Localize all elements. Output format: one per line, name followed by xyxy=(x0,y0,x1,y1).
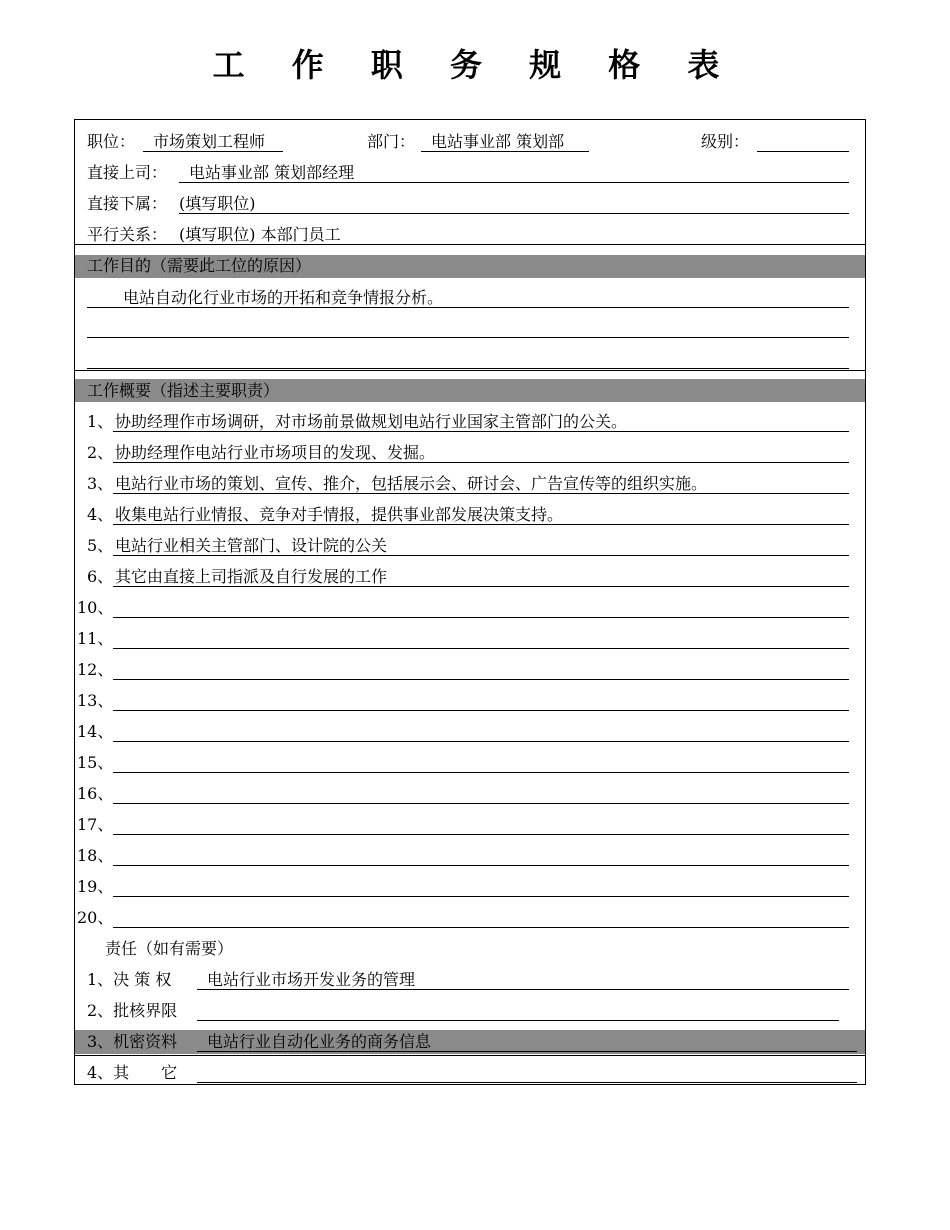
summary-item xyxy=(75,814,865,836)
summary-item xyxy=(75,721,865,743)
summary-item xyxy=(75,504,865,526)
purpose-text: 电站自动化行业市场的开拓和竞争情报分析。 xyxy=(123,288,444,307)
summary-item xyxy=(75,845,865,867)
page-title: 工 作 职 务 规 格 表 xyxy=(212,46,738,84)
responsibility-label: 4、其 它 xyxy=(87,1063,178,1082)
summary-item xyxy=(75,659,865,681)
subordinate-row xyxy=(75,193,865,215)
responsibility-heading: 责任（如有需要） xyxy=(105,939,234,958)
subordinate-label: 直接下属： xyxy=(87,194,168,213)
summary-item-number: 1、 xyxy=(87,412,114,431)
summary-item-number: 14、 xyxy=(77,722,114,741)
summary-item-number: 15、 xyxy=(77,753,114,772)
summary-item-number: 17、 xyxy=(77,815,114,834)
peer-value: (填写职位) 本部门员工 xyxy=(179,225,341,244)
summary-item-number: 12、 xyxy=(77,660,114,679)
responsibility-heading-row xyxy=(75,938,865,960)
summary-item-text: 电站行业市场的策划、宣传、推介，包括展示会、研讨会、广告宣传等的组织实施。 xyxy=(115,474,708,493)
responsibility-value: 电站行业市场开发业务的管理 xyxy=(207,970,416,989)
summary-item-number: 18、 xyxy=(77,846,114,865)
responsibility-row-decision xyxy=(75,969,865,991)
responsibility-row-confidential xyxy=(75,1031,865,1053)
summary-item xyxy=(75,411,865,433)
superior-value: 电站事业部 策划部经理 xyxy=(189,163,355,182)
summary-item xyxy=(75,783,865,805)
summary-item xyxy=(75,535,865,557)
summary-item-number: 4、 xyxy=(87,505,114,524)
purpose-line-3 xyxy=(75,348,865,370)
summary-item-number: 16、 xyxy=(77,784,114,803)
responsibility-label: 1、决 策 权 xyxy=(87,970,172,989)
summary-item-number: 11、 xyxy=(77,629,114,648)
responsibility-row-other xyxy=(75,1062,865,1084)
position-row xyxy=(75,131,865,153)
summary-item-number: 2、 xyxy=(87,443,114,462)
summary-item-text: 其它由直接上司指派及自行发展的工作 xyxy=(115,567,388,586)
summary-item xyxy=(75,473,865,495)
summary-item xyxy=(75,876,865,898)
responsibility-label: 2、批核界限 xyxy=(87,1001,178,1020)
purpose-heading-row xyxy=(75,255,865,277)
summary-item-number: 19、 xyxy=(77,877,114,896)
peer-label: 平行关系： xyxy=(87,225,168,244)
summary-item-number: 3、 xyxy=(87,474,114,493)
dept-label: 部门： xyxy=(367,132,416,151)
subordinate-value: (填写职位) xyxy=(179,194,256,213)
peer-row xyxy=(75,224,865,246)
superior-label: 直接上司： xyxy=(87,163,168,182)
level-label: 级别： xyxy=(701,132,750,151)
summary-item-number: 10、 xyxy=(77,598,114,617)
summary-heading: 工作概要（指述主要职责） xyxy=(87,381,280,400)
summary-heading-row xyxy=(75,380,865,402)
summary-item-number: 5、 xyxy=(87,536,114,555)
superior-row xyxy=(75,162,865,184)
job-spec-form xyxy=(74,119,866,1085)
summary-item-number: 13、 xyxy=(77,691,114,710)
summary-item-number: 20、 xyxy=(77,908,114,927)
responsibility-value: 电站行业自动化业务的商务信息 xyxy=(207,1032,432,1051)
summary-item xyxy=(75,566,865,588)
summary-item xyxy=(75,597,865,619)
dept-value: 电站事业部 策划部 xyxy=(431,132,565,151)
summary-item-text: 收集电站行业情报、竞争对手情报，提供事业部发展决策支持。 xyxy=(115,505,564,524)
summary-item xyxy=(75,752,865,774)
summary-item xyxy=(75,442,865,464)
purpose-line-1 xyxy=(75,287,865,309)
responsibility-label: 3、机密资料 xyxy=(87,1032,178,1051)
summary-item xyxy=(75,628,865,650)
summary-item xyxy=(75,690,865,712)
purpose-heading: 工作目的（需要此工位的原因） xyxy=(87,256,312,275)
purpose-line-2 xyxy=(75,317,865,339)
summary-item xyxy=(75,907,865,929)
summary-item-text: 协助经理作电站行业市场项目的发现、发掘。 xyxy=(115,443,436,462)
summary-item-text: 协助经理作市场调研，对市场前景做规划电站行业国家主管部门的公关。 xyxy=(115,412,628,431)
position-value: 市场策划工程师 xyxy=(153,132,266,151)
summary-item-number: 6、 xyxy=(87,567,114,586)
responsibility-row-approval xyxy=(75,1000,865,1022)
summary-item-text: 电站行业相关主管部门、设计院的公关 xyxy=(115,536,388,555)
position-label: 职位： xyxy=(87,132,136,151)
